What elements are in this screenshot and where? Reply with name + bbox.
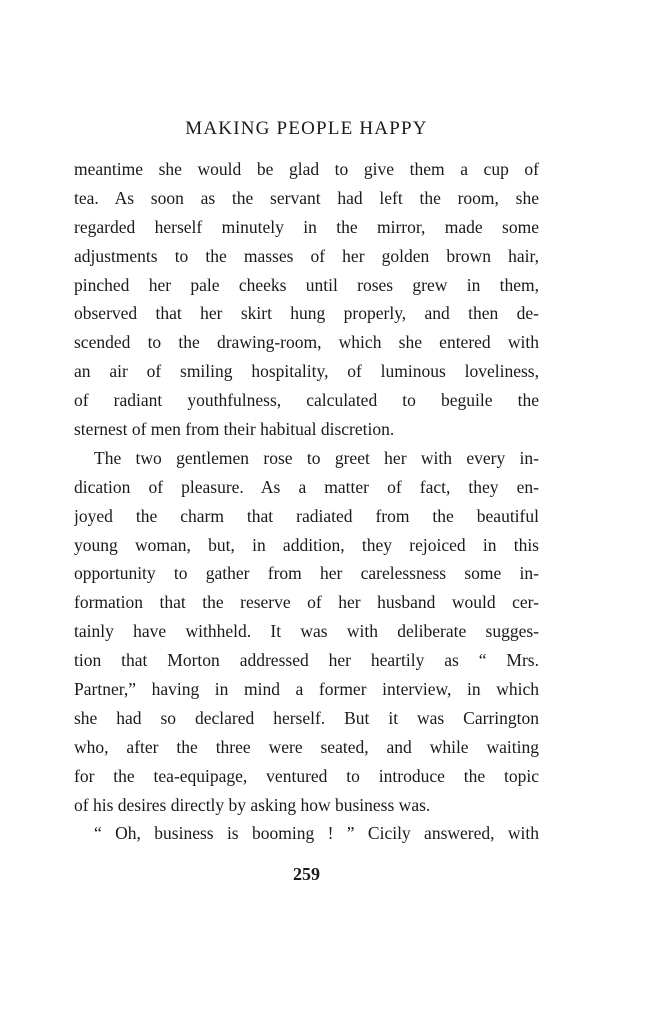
running-head: MAKING PEOPLE HAPPY bbox=[185, 118, 428, 139]
body-text bbox=[74, 155, 539, 848]
text-line: for the tea-equipage, ventured to introduce the topic bbox=[74, 765, 539, 786]
text-line: dication of pleasure. As a matter of fact, they en- bbox=[74, 476, 539, 497]
text-line: observed that her skirt hung properly, and then de- bbox=[74, 303, 539, 324]
page-number: 259 bbox=[293, 864, 320, 884]
text-line: meantime she would be glad to give them a cup of bbox=[74, 159, 539, 179]
text-line: “ Oh, business is booming ! ” Cicily answered, with bbox=[94, 823, 539, 844]
text-line: Partner,” having in mind a former interview, in which bbox=[74, 679, 539, 700]
text-line: joyed the charm that radiated from the beautiful bbox=[74, 505, 539, 526]
text-line: pinched her pale cheeks until roses grew in them, bbox=[74, 274, 539, 295]
text-line: tion that Morton addressed her heartily as “ Mrs. bbox=[74, 650, 539, 671]
text-line: tea. As soon as the servant had left the room, she bbox=[74, 187, 539, 208]
text-line: adjustments to the masses of her golden brown hair, bbox=[74, 245, 539, 266]
text-line: of his desires directly by asking how business was. bbox=[74, 794, 431, 815]
text-line: who, after the three were seated, and while waiting bbox=[74, 736, 539, 757]
text-line: tainly have withheld. It was with deliberate sugges- bbox=[74, 621, 539, 642]
text-line: of radiant youthfulness, calculated to beguile the bbox=[74, 390, 539, 411]
text-line: sternest of men from their habitual discretion. bbox=[74, 419, 395, 440]
text-line: opportunity to gather from her carelessness some in- bbox=[74, 563, 539, 584]
text-line: young woman, but, in addition, they rejoiced in this bbox=[74, 534, 539, 555]
text-line: an air of smiling hospitality, of luminous loveliness, bbox=[74, 361, 539, 382]
text-line: formation that the reserve of her husband would cer- bbox=[74, 592, 539, 613]
text-line: regarded herself minutely in the mirror, made some bbox=[74, 216, 539, 237]
text-line: scended to the drawing-room, which she entered with bbox=[74, 332, 539, 353]
text-line: The two gentlemen rose to greet her with every in- bbox=[94, 447, 539, 468]
text-line: she had so declared herself. But it was Carrington bbox=[74, 707, 539, 728]
